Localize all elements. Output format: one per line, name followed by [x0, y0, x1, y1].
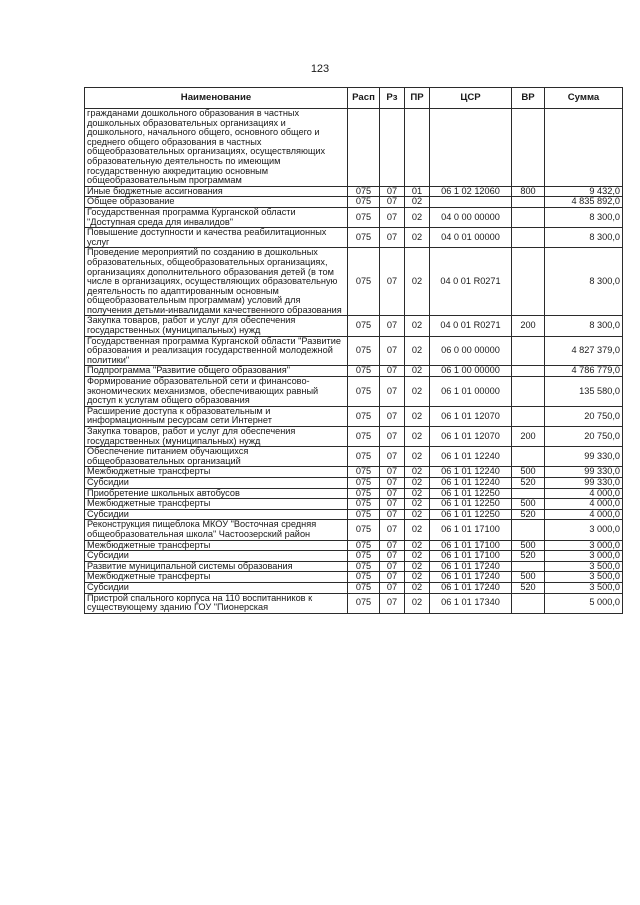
- cell-sum: 8 300,0: [545, 248, 623, 316]
- cell-rasp: 075: [348, 248, 380, 316]
- cell-vr: 500: [512, 467, 545, 478]
- cell-pr: 02: [405, 551, 430, 562]
- cell-csr: [430, 197, 512, 208]
- cell-sum: 4 827 379,0: [545, 336, 623, 366]
- cell-pr: 02: [405, 582, 430, 593]
- cell-vr: [512, 520, 545, 540]
- cell-vr: 500: [512, 540, 545, 551]
- cell-rasp: 075: [348, 336, 380, 366]
- cell-name: Субсидии: [85, 477, 348, 488]
- cell-vr: [512, 109, 545, 187]
- cell-sum: [545, 109, 623, 187]
- table-row: [85, 427, 623, 447]
- cell-rz: 07: [380, 248, 405, 316]
- cell-csr: 06 1 01 12250: [430, 499, 512, 510]
- cell-sum: 3 500,0: [545, 582, 623, 593]
- cell-rasp: 075: [348, 509, 380, 520]
- cell-pr: 02: [405, 593, 430, 613]
- cell-rz: 07: [380, 406, 405, 426]
- cell-sum: 8 300,0: [545, 316, 623, 336]
- cell-vr: [512, 207, 545, 227]
- cell-rz: 07: [380, 366, 405, 377]
- cell-sum: 8 300,0: [545, 207, 623, 227]
- cell-rasp: 075: [348, 207, 380, 227]
- cell-rasp: 075: [348, 520, 380, 540]
- header-rz: Рз: [380, 88, 405, 109]
- table-row: [85, 406, 623, 426]
- cell-name: Иные бюджетные ассигнования: [85, 186, 348, 197]
- cell-name: Подпрограмма "Развитие общего образования": [85, 366, 348, 377]
- cell-sum: 3 000,0: [545, 520, 623, 540]
- table-row: [85, 499, 623, 510]
- cell-pr: 02: [405, 336, 430, 366]
- cell-rasp: 075: [348, 447, 380, 467]
- cell-sum: 4 835 892,0: [545, 197, 623, 208]
- cell-vr: [512, 366, 545, 377]
- table-row: [85, 197, 623, 208]
- cell-rasp: 075: [348, 593, 380, 613]
- header-vr: ВР: [512, 88, 545, 109]
- cell-name: Реконструкция пищеблока МКОУ "Восточная средняя общеобразовательная школа" Частоозерский район: [85, 520, 348, 540]
- table-row: [85, 228, 623, 248]
- cell-rz: 07: [380, 316, 405, 336]
- cell-rz: 07: [380, 572, 405, 583]
- cell-csr: 04 0 01 R0271: [430, 316, 512, 336]
- cell-rasp: 075: [348, 499, 380, 510]
- cell-vr: 500: [512, 572, 545, 583]
- cell-pr: 02: [405, 477, 430, 488]
- cell-pr: 01: [405, 186, 430, 197]
- cell-vr: [512, 377, 545, 407]
- cell-rz: 07: [380, 488, 405, 499]
- cell-vr: [512, 406, 545, 426]
- cell-pr: 02: [405, 488, 430, 499]
- cell-name: Субсидии: [85, 582, 348, 593]
- cell-sum: 5 000,0: [545, 593, 623, 613]
- cell-name: Межбюджетные трансферты: [85, 467, 348, 478]
- cell-sum: 3 000,0: [545, 540, 623, 551]
- cell-name: гражданами дошкольного образования в частных дошкольных образовательных организациях и дошкольного, начального общего, основного общего и среднего общего образования в частных общеобразовательных организациях, осуществляющих образовательную деятельность по имеющим государственную аккредитацию основным общеобразовательным программам: [85, 109, 348, 187]
- cell-csr: [430, 109, 512, 187]
- cell-csr: 06 1 01 12070: [430, 427, 512, 447]
- cell-csr: 06 1 01 17240: [430, 561, 512, 572]
- table-row: [85, 582, 623, 593]
- cell-csr: 06 1 01 00000: [430, 377, 512, 407]
- cell-csr: 06 1 01 12240: [430, 477, 512, 488]
- cell-pr: 02: [405, 406, 430, 426]
- cell-rz: 07: [380, 499, 405, 510]
- cell-name: Обеспечение питанием обучающихся общеобразовательных организаций: [85, 447, 348, 467]
- cell-pr: 02: [405, 427, 430, 447]
- cell-rz: 07: [380, 582, 405, 593]
- cell-csr: 06 1 01 12250: [430, 488, 512, 499]
- cell-vr: 520: [512, 477, 545, 488]
- cell-csr: 06 1 01 12070: [430, 406, 512, 426]
- header-pr: ПР: [405, 88, 430, 109]
- cell-csr: 06 1 01 12240: [430, 467, 512, 478]
- cell-csr: 06 1 01 17100: [430, 551, 512, 562]
- table-row: [85, 520, 623, 540]
- cell-sum: 99 330,0: [545, 467, 623, 478]
- cell-vr: [512, 561, 545, 572]
- cell-rasp: 075: [348, 377, 380, 407]
- header-sum: Сумма: [545, 88, 623, 109]
- cell-rz: 07: [380, 467, 405, 478]
- cell-sum: 135 580,0: [545, 377, 623, 407]
- cell-sum: 20 750,0: [545, 406, 623, 426]
- header-name: Наименование: [85, 88, 348, 109]
- cell-csr: 06 1 00 00000: [430, 366, 512, 377]
- cell-csr: 06 1 01 17100: [430, 520, 512, 540]
- cell-rasp: 075: [348, 316, 380, 336]
- header-csr: ЦСР: [430, 88, 512, 109]
- cell-sum: 8 300,0: [545, 228, 623, 248]
- cell-rasp: 075: [348, 228, 380, 248]
- cell-sum: 4 000,0: [545, 488, 623, 499]
- table-row: [85, 551, 623, 562]
- cell-rz: 07: [380, 477, 405, 488]
- cell-vr: 520: [512, 551, 545, 562]
- cell-rasp: 075: [348, 186, 380, 197]
- cell-rz: 07: [380, 427, 405, 447]
- cell-csr: 04 0 00 00000: [430, 207, 512, 227]
- cell-rz: 07: [380, 228, 405, 248]
- cell-sum: 3 000,0: [545, 551, 623, 562]
- cell-pr: 02: [405, 467, 430, 478]
- cell-vr: [512, 228, 545, 248]
- cell-rz: 07: [380, 447, 405, 467]
- cell-name: Межбюджетные трансферты: [85, 499, 348, 510]
- cell-name: Субсидии: [85, 551, 348, 562]
- cell-vr: [512, 488, 545, 499]
- cell-rasp: [348, 109, 380, 187]
- cell-pr: 02: [405, 197, 430, 208]
- cell-pr: 02: [405, 561, 430, 572]
- cell-csr: 06 1 01 17240: [430, 582, 512, 593]
- cell-pr: [405, 109, 430, 187]
- cell-name: Государственная программа Курганской области "Развитие образования и реализация государственной молодежной политики": [85, 336, 348, 366]
- table-body: [85, 109, 623, 614]
- cell-rz: 07: [380, 593, 405, 613]
- table-row: [85, 316, 623, 336]
- cell-sum: 9 432,0: [545, 186, 623, 197]
- cell-rz: 07: [380, 336, 405, 366]
- cell-rz: 07: [380, 377, 405, 407]
- header-rasp: Расп: [348, 88, 380, 109]
- cell-name: Общее образование: [85, 197, 348, 208]
- cell-sum: 3 500,0: [545, 561, 623, 572]
- cell-name: Закупка товаров, работ и услуг для обеспечения государственных (муниципальных) нужд: [85, 427, 348, 447]
- cell-csr: 06 1 01 12240: [430, 447, 512, 467]
- cell-rz: 07: [380, 520, 405, 540]
- cell-sum: 20 750,0: [545, 427, 623, 447]
- cell-vr: 200: [512, 316, 545, 336]
- cell-rasp: 075: [348, 366, 380, 377]
- cell-pr: 02: [405, 366, 430, 377]
- cell-name: Формирование образовательной сети и финансово-экономических механизмов, обеспечивающих равный доступ к услугам общего образования: [85, 377, 348, 407]
- table-row: [85, 447, 623, 467]
- cell-name: Межбюджетные трансферты: [85, 540, 348, 551]
- cell-pr: 02: [405, 520, 430, 540]
- cell-csr: 06 1 01 17100: [430, 540, 512, 551]
- cell-vr: 520: [512, 582, 545, 593]
- cell-rasp: 075: [348, 572, 380, 583]
- cell-vr: 500: [512, 499, 545, 510]
- cell-vr: 800: [512, 186, 545, 197]
- cell-rasp: 075: [348, 467, 380, 478]
- table-row: [85, 207, 623, 227]
- table-row: [85, 186, 623, 197]
- cell-vr: [512, 248, 545, 316]
- cell-rz: 07: [380, 540, 405, 551]
- cell-csr: 06 1 02 12060: [430, 186, 512, 197]
- cell-rasp: 075: [348, 551, 380, 562]
- cell-pr: 02: [405, 377, 430, 407]
- cell-rz: 07: [380, 509, 405, 520]
- cell-pr: 02: [405, 248, 430, 316]
- cell-vr: 520: [512, 509, 545, 520]
- cell-name: Пристрой спального корпуса на 110 воспитанников к существующему зданию ГОУ "Пионерская: [85, 593, 348, 613]
- cell-name: Развитие муниципальной системы образования: [85, 561, 348, 572]
- cell-name: Расширение доступа к образовательным и информационным ресурсам сети Интернет: [85, 406, 348, 426]
- table-row: [85, 377, 623, 407]
- cell-name: Проведение мероприятий по созданию в дошкольных образовательных, общеобразовательных организациях, организациях дополнительного образования детей (в том числе в организациях, осуществляющих образовательную деятельность по адаптированным основным общеобразовательным программам) условий для получения детьми-инвалидами качественного образования: [85, 248, 348, 316]
- cell-sum: 99 330,0: [545, 477, 623, 488]
- table-row: [85, 593, 623, 613]
- cell-vr: [512, 336, 545, 366]
- cell-rasp: 075: [348, 488, 380, 499]
- table-row: [85, 540, 623, 551]
- table-row: [85, 336, 623, 366]
- cell-sum: 4 000,0: [545, 499, 623, 510]
- cell-sum: 3 500,0: [545, 572, 623, 583]
- cell-pr: 02: [405, 316, 430, 336]
- cell-csr: 06 1 01 12250: [430, 509, 512, 520]
- cell-rz: [380, 109, 405, 187]
- cell-name: Государственная программа Курганской области "Доступная среда для инвалидов": [85, 207, 348, 227]
- cell-rasp: 075: [348, 582, 380, 593]
- cell-rasp: 075: [348, 406, 380, 426]
- cell-pr: 02: [405, 207, 430, 227]
- cell-rasp: 075: [348, 477, 380, 488]
- cell-pr: 02: [405, 572, 430, 583]
- cell-pr: 02: [405, 540, 430, 551]
- cell-rz: 07: [380, 197, 405, 208]
- cell-pr: 02: [405, 228, 430, 248]
- cell-sum: 99 330,0: [545, 447, 623, 467]
- table-row: [85, 248, 623, 316]
- cell-vr: [512, 447, 545, 467]
- table-row: [85, 509, 623, 520]
- table-row: [85, 477, 623, 488]
- budget-table: [84, 87, 623, 614]
- cell-pr: 02: [405, 509, 430, 520]
- cell-rasp: 075: [348, 561, 380, 572]
- table-row: [85, 572, 623, 583]
- table-row: [85, 488, 623, 499]
- cell-vr: 200: [512, 427, 545, 447]
- cell-sum: 4 786 779,0: [545, 366, 623, 377]
- table-row: [85, 366, 623, 377]
- cell-csr: 04 0 01 R0271: [430, 248, 512, 316]
- page-number: 123: [310, 63, 330, 75]
- table-row: [85, 561, 623, 572]
- cell-name: Субсидии: [85, 509, 348, 520]
- cell-rasp: 075: [348, 540, 380, 551]
- cell-vr: [512, 593, 545, 613]
- cell-rz: 07: [380, 561, 405, 572]
- cell-pr: 02: [405, 499, 430, 510]
- cell-pr: 02: [405, 447, 430, 467]
- cell-vr: [512, 197, 545, 208]
- table-row: [85, 467, 623, 478]
- cell-csr: 06 1 01 17340: [430, 593, 512, 613]
- cell-name: Закупка товаров, работ и услуг для обеспечения государственных (муниципальных) нужд: [85, 316, 348, 336]
- cell-csr: 06 1 01 17240: [430, 572, 512, 583]
- cell-csr: 06 0 00 00000: [430, 336, 512, 366]
- cell-sum: 4 000,0: [545, 509, 623, 520]
- cell-name: Межбюджетные трансферты: [85, 572, 348, 583]
- cell-name: Приобретение школьных автобусов: [85, 488, 348, 499]
- header-row: [85, 88, 623, 109]
- cell-name: Повышение доступности и качества реабилитационных услуг: [85, 228, 348, 248]
- cell-rz: 07: [380, 207, 405, 227]
- table-row: [85, 109, 623, 187]
- cell-rasp: 075: [348, 427, 380, 447]
- cell-csr: 04 0 01 00000: [430, 228, 512, 248]
- cell-rasp: 075: [348, 197, 380, 208]
- cell-rz: 07: [380, 551, 405, 562]
- cell-rz: 07: [380, 186, 405, 197]
